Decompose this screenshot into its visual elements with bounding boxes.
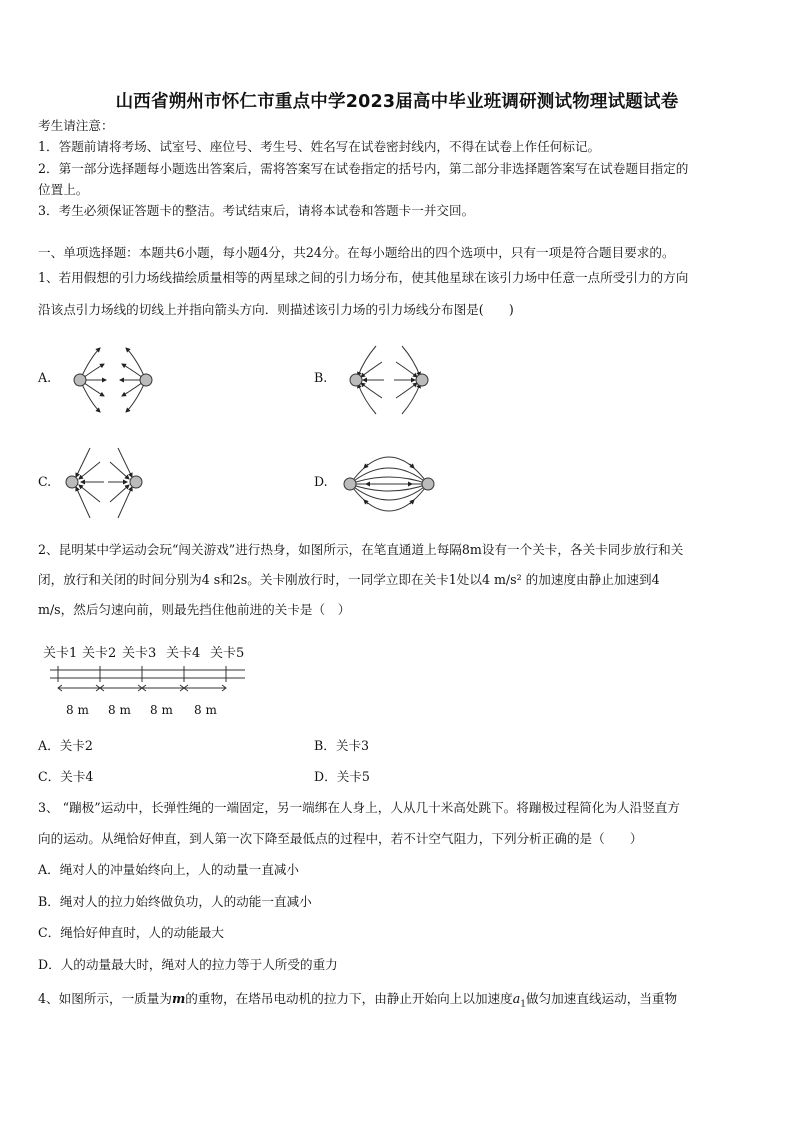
notice-item-3: 3．考生必须保证答题卡的整洁。考试结束后，请将本试卷和答题卡一并交回。 <box>38 203 475 218</box>
q4-var-a-subscript: 1 <box>520 999 526 1010</box>
notice-heading: 考生请注意： <box>38 118 114 133</box>
q2-stem-line2: 闭，放行和关闭的时间分别为4 s和2s。关卡刚放行时，一同学立即在关卡1处以4 m/s² 的加速度由静止加速到4 <box>38 572 660 587</box>
q3-stem-line2: 向的运动。从绳恰好伸直，到人第一次下降至最低点的过程中，若不计空气阻力，下列分析正确的是（ ） <box>38 831 643 846</box>
q4-var-m: m <box>171 991 186 1006</box>
q3-option-b: B．绳对人的拉力始终做负功，人的动能一直减小 <box>38 894 312 909</box>
spacing-label-1: 8 m <box>66 703 89 717</box>
notice-item-2-cont: 位置上。 <box>38 182 89 197</box>
q2-stem-line3: m/s，然后匀速向前，则最先挡住他前进的关卡是（ ） <box>38 602 351 617</box>
page-title: 山西省朔州市怀仁市重点中学2023届高中毕业班调研测试物理试题试卷 <box>115 92 679 112</box>
field-diagram-c <box>56 444 156 524</box>
q4-stem-line1 <box>38 989 677 1015</box>
checkpoint-label-5: 关卡5 <box>210 646 245 661</box>
field-diagram-d <box>336 444 446 524</box>
q1-stem-line1: 1、若用假想的引力场线描绘质量相等的两星球之间的引力场分布，使其他星球在该引力场中任意一点所受引力的方向 <box>38 270 689 285</box>
notice-item-2: 2．第一部分选择题每小题选出答案后，需将答案写在试卷指定的括号内，第二部分非选择题答案写在试卷题目指定的 <box>38 161 689 176</box>
q1-option-c-label: C. <box>38 474 52 489</box>
q2-option-b: B．关卡3 <box>314 738 370 753</box>
spacing-label-3: 8 m <box>150 703 173 717</box>
q4-text-middle: 的重物，在塔吊电动机的拉力下，由静止开始向上以加速度 <box>185 991 513 1006</box>
checkpoint-figure <box>40 644 255 724</box>
checkpoint-label-3: 关卡3 <box>122 646 157 661</box>
q3-stem-line1: 3、 “蹦极”运动中，长弹性绳的一端固定，另一端绑在人身上，人从几十米高处跳下。将蹦极过程简化为人沿竖直方 <box>38 800 680 815</box>
q2-option-a: A．关卡2 <box>38 738 93 753</box>
checkpoint-track <box>40 662 255 702</box>
checkpoint-label-2: 关卡2 <box>82 646 117 661</box>
checkpoint-label-4: 关卡4 <box>166 646 201 661</box>
spacing-label-2: 8 m <box>108 703 131 717</box>
field-diagram-b <box>336 340 446 420</box>
q4-text-suffix: 做匀加速直线运动，当重物 <box>525 991 678 1006</box>
spacing-label-4: 8 m <box>194 703 217 717</box>
q3-option-d: D．人的动量最大时，绳对人的拉力等于人所受的重力 <box>38 957 338 972</box>
q1-option-a-label: A. <box>38 370 52 385</box>
checkpoint-label-1: 关卡1 <box>43 646 78 661</box>
section-heading: 一、单项选择题：本题共6小题，每小题4分，共24分。在每小题给出的四个选项中，只有一项是符合题目要求的。 <box>38 245 675 260</box>
q3-option-a: A．绳对人的冲量始终向上，人的动量一直减小 <box>38 862 299 877</box>
q1-option-b-label: B. <box>314 370 328 385</box>
field-diagram-a <box>60 340 170 420</box>
q1-stem-line2: 沿该点引力场线的切线上并指向箭头方向．则描述该引力场的引力场线分布图是( ) <box>38 302 514 317</box>
q2-stem-line1: 2、昆明某中学运动会玩“闯关游戏”进行热身，如图所示，在笔直通道上每隔8m设有一个关卡，各关卡同步放行和关 <box>38 542 684 557</box>
q2-option-d: D．关卡5 <box>314 769 370 784</box>
q3-option-c: C．绳恰好伸直时，人的动能最大 <box>38 925 224 940</box>
q2-option-c: C．关卡4 <box>38 769 94 784</box>
q1-option-d-label: D. <box>314 474 328 489</box>
q4-text-prefix: 4、如图所示，一质量为 <box>38 991 172 1006</box>
notice-item-1: 1．答题前请将考场、试室号、座位号、考生号、姓名写在试卷密封线内，不得在试卷上作任何标记。 <box>38 139 601 154</box>
q4-var-a: a <box>512 991 521 1006</box>
